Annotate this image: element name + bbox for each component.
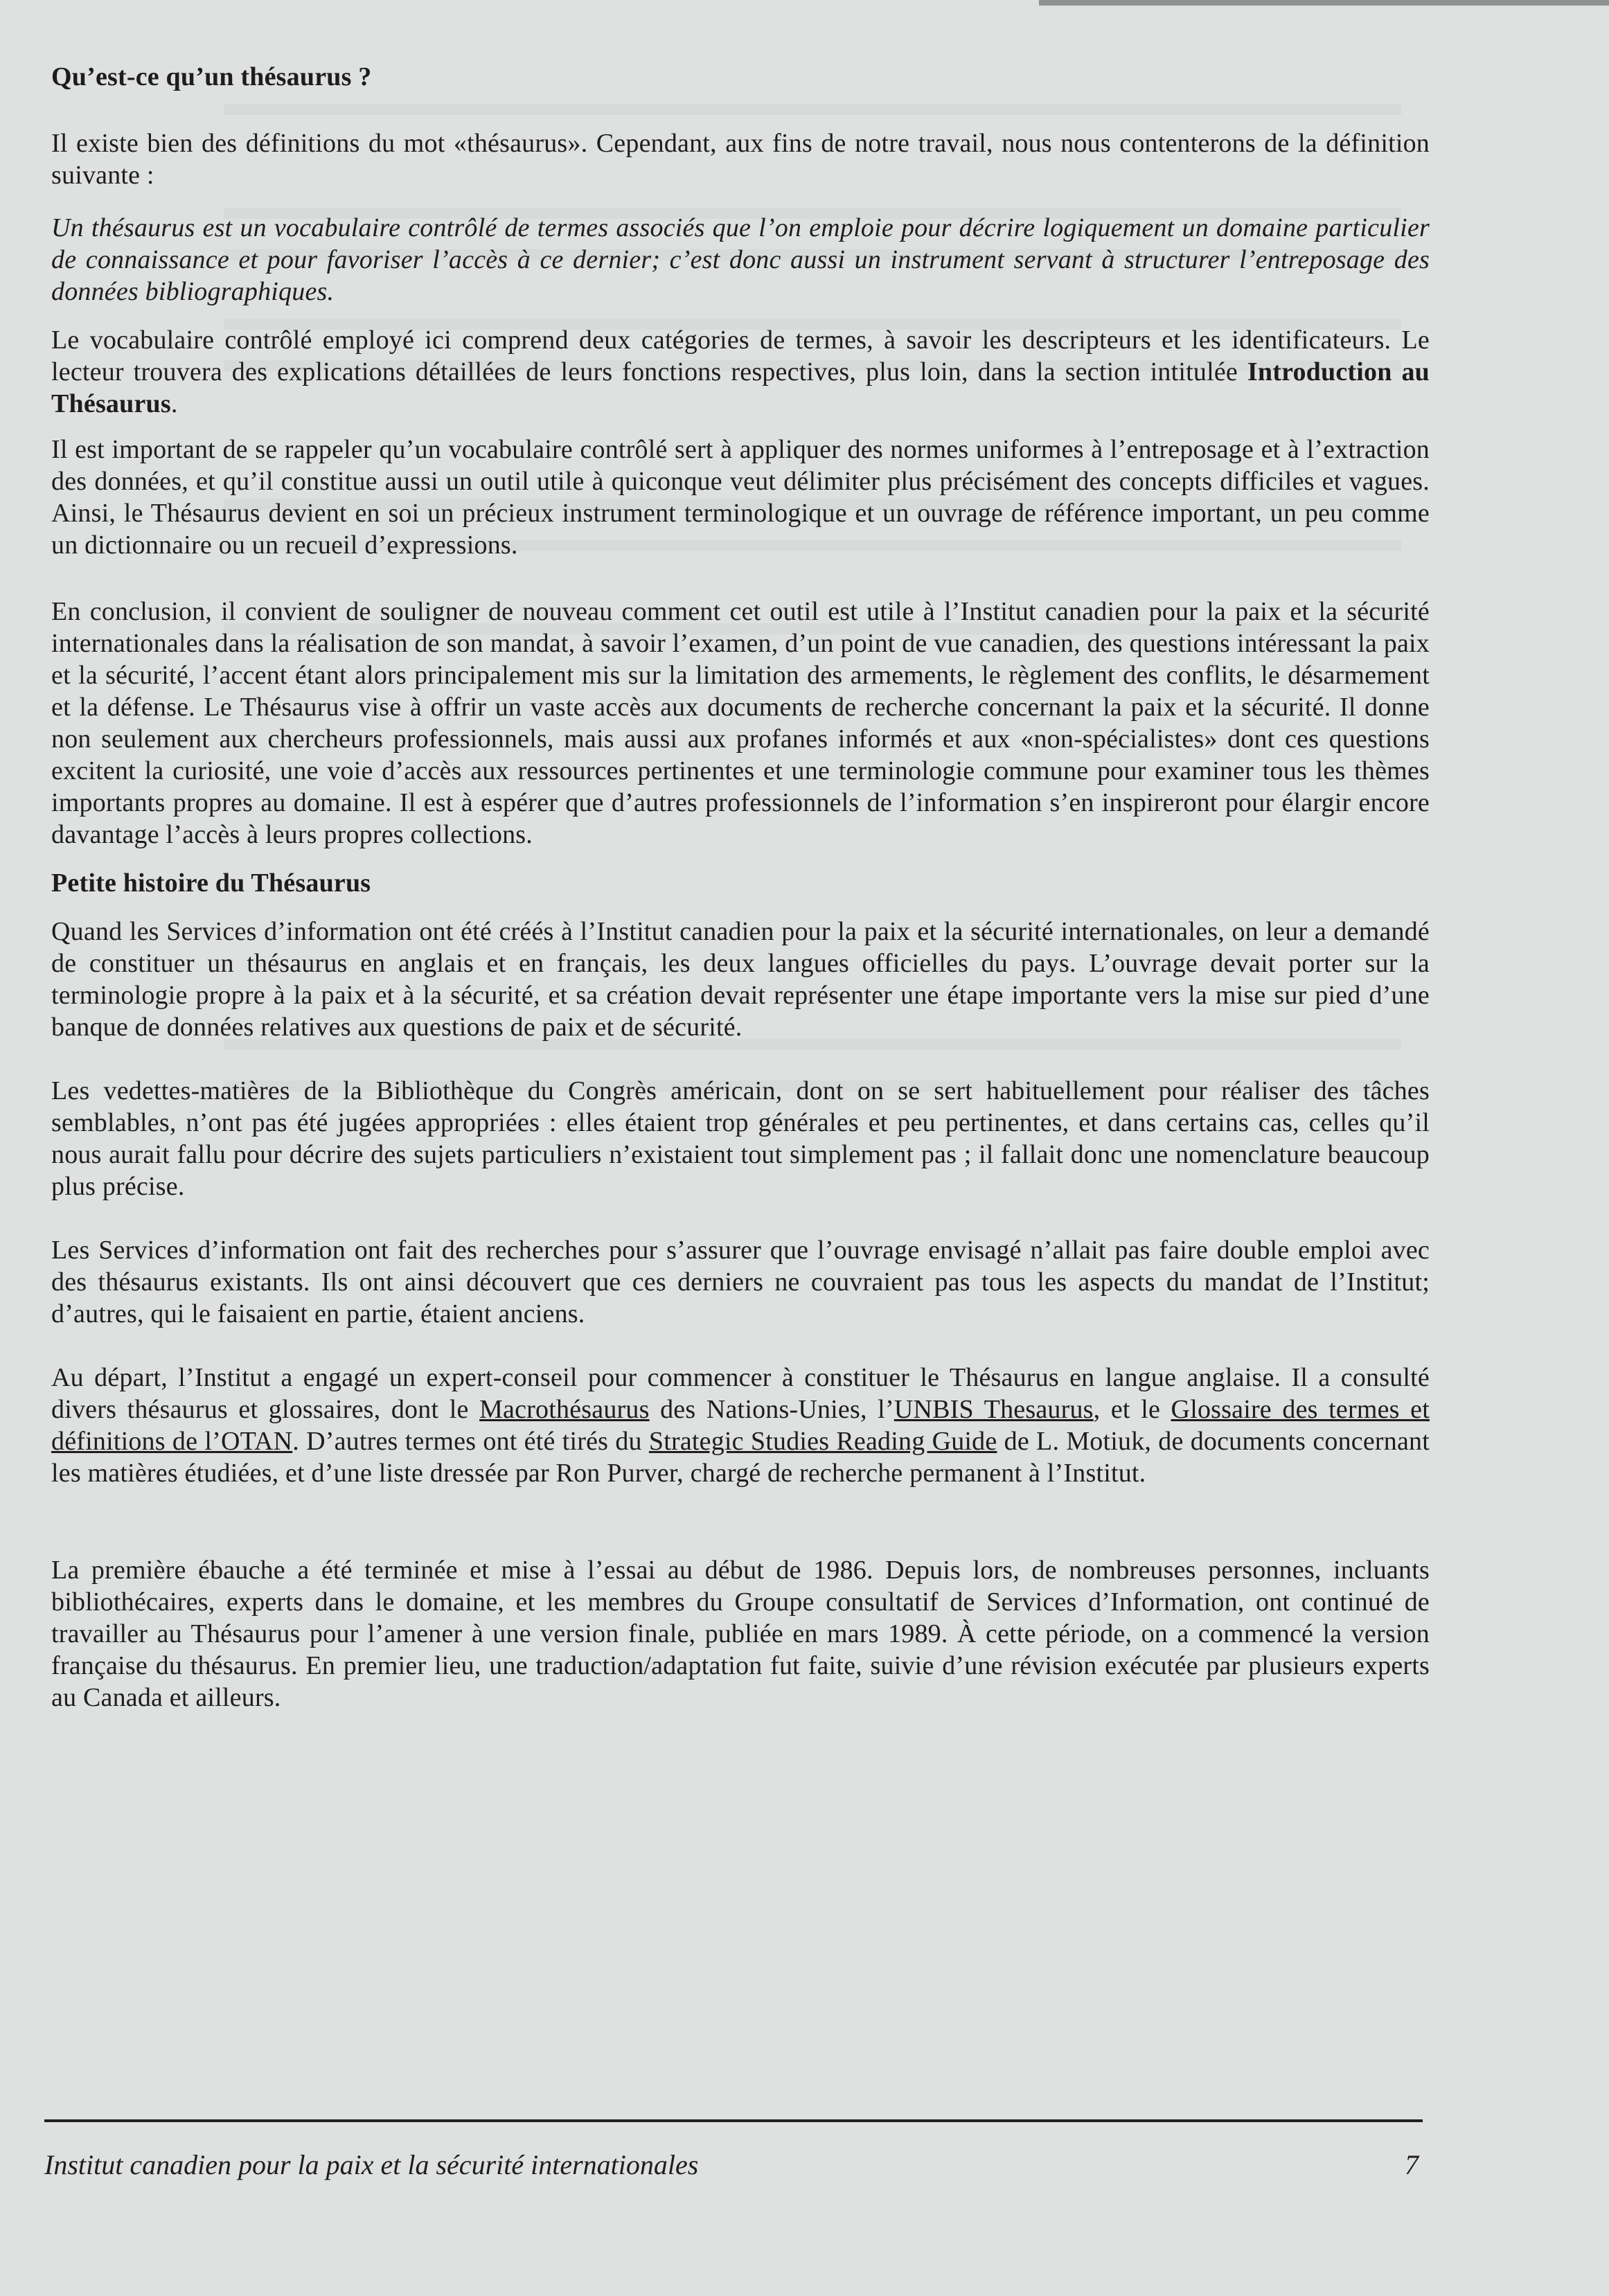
section-heading-history: Petite histoire du Thésaurus — [51, 869, 371, 898]
scan-edge-line — [1039, 0, 1609, 6]
paragraph-vocabulary: Le vocabulaire contrôlé employé ici comprend deux catégories de termes, à savoir les descripteurs et les identificateurs. Le lecteur trouvera des explications détaillées de leurs fonctions respectives, plus loin, dans la section intitulée Introduction au Thésaurus. — [51, 326, 1430, 418]
section-reference: Introduction au Thésaurus — [51, 357, 1430, 418]
paragraph-history-first-draft: La première ébauche a été terminée et mise à l’essai au début de 1986. Depuis lors, de nombreuses personnes, incluants bibliothécaires, experts dans le domaine, et les membres du Groupe consultatif de Services d’Information, ont continué de travailler au Thésaurus pour l’amener à une version finale, publiée en mars 1989. À cette période, on a commencé la version française du thésaurus. En premier lieu, une traduction/adaptation fut faite, suivie d’une révision exécutée par plusieurs experts au Canada et ailleurs. — [51, 1556, 1430, 1712]
cited-work-otan-glossary: Glossaire des termes et définitions de l’OTAN — [51, 1395, 1430, 1456]
paragraph-intro: Il existe bien des définitions du mot «thésaurus». Cependant, aux fins de notre travail, nous nous contenterons de la définition suivante : — [51, 129, 1430, 190]
cited-work-macrothesaurus: Macrothésaurus — [479, 1395, 650, 1424]
paragraph-history-origin: Quand les Services d’information ont été créés à l’Institut canadien pour la paix et la sécurité internationales, on leur a demandé de constituer un thésaurus en anglais et en français, les deux langues officielles du pays. L’ouvrage devait porter sur la terminologie propre à la paix et à la sécurité, et sa création devait représenter une étape importante vers la mise sur pied d’une banque de données relatives aux questions de paix et de sécurité. — [51, 917, 1430, 1042]
paragraph-history-sources: Au départ, l’Institut a engagé un expert-conseil pour commencer à constituer le Thésaurus en langue anglaise. Il a consulté divers thésaurus et glossaires, dont le Macrothésaurus des Nations-Unies, l’UNBIS Thesaurus, et le Glossaire des termes et définitions de l’OTAN. D’autres termes ont été tirés du Strategic Studies Reading Guide de L. Motiuk, de documents concernant les matières étudiées, et d’une liste dressée par Ron Purver, chargé de recherche permanent à l’Institut. — [51, 1363, 1430, 1488]
paragraph-history-research: Les Services d’information ont fait des recherches pour s’assurer que l’ouvrage envisagé n’allait pas faire double emploi avec des thésaurus existants. Ils ont ainsi découvert que ces derniers ne couvraient pas tous les aspects du mandat de l’Institut; d’autres, qui le faisaient en partie, étaient anciens. — [51, 1236, 1430, 1328]
paragraph-history-library-congress: Les vedettes-matières de la Bibliothèque du Congrès américain, dont on se sert habituellement pour réaliser des tâches semblables, n’ont pas été jugées appropriées : elles étaient trop générales et peu pertinentes, et dans certains cas, celles qu’il nous aurait fallu pour décrire des sujets particuliers n’existaient tout simplement pas ; il fallait donc une nomenclature beaucoup plus précise. — [51, 1076, 1430, 1201]
paragraph-conclusion: En conclusion, il convient de souligner de nouveau comment cet outil est utile à l’Institut canadien pour la paix et la sécurité internationales dans la réalisation de son mandat, à savoir l’examen, d’un point de vue canadien, des questions intéressant la paix et la sécurité, l’accent étant alors principalement mis sur la limitation des armements, le règlement des conflits, le désarmement et la défense. Le Thésaurus vise à offrir un vaste accès aux documents de recherche concernant la paix et la sécurité. Il donne non seulement aux chercheurs professionnels, mais aussi aux profanes informés et aux «non-spécialistes» dont ces questions excitent la curiosité, une voie d’accès aux ressources pertinentes et une terminologie commune pour examiner tous les thèmes importants propres au domaine. Il est à espérer que d’autres professionnels de l’information s’en inspireront pour élargir encore davantage l’accès à leurs propres collections. — [51, 597, 1430, 849]
page-number: 7 — [1405, 2149, 1419, 2180]
main-content — [51, 61, 1430, 1714]
footer-institution: Institut canadien pour la paix et la sécurité internationales — [44, 2149, 699, 2180]
footer-rule — [44, 2119, 1423, 2122]
definition-quote: Un thésaurus est un vocabulaire contrôlé de termes associés que l’on emploie pour décrire logiquement un domaine particulier de connaissance et pour favoriser l’accès à ce dernier; c’est donc aussi un instrument servant à structurer l’entreposage des données bibliographiques. — [51, 213, 1430, 306]
cited-work-reading-guide: Strategic Studies Reading Guide — [648, 1427, 997, 1456]
cited-work-unbis: UNBIS Thesaurus — [894, 1395, 1094, 1424]
section-heading-definition: Qu’est-ce qu’un thésaurus ? — [51, 62, 372, 91]
paragraph-controlled-vocabulary: Il est important de se rappeler qu’un vocabulaire contrôlé sert à appliquer des normes uniformes à l’entreposage et à l’extraction des données, et qu’il constitue aussi un outil utile à quiconque veut délimiter plus précisément des concepts difficiles et vagues. Ainsi, le Thésaurus devient en soi un précieux instrument terminologique et un ouvrage de référence important, un peu comme un dictionnaire ou un recueil d’expressions. — [51, 435, 1430, 560]
